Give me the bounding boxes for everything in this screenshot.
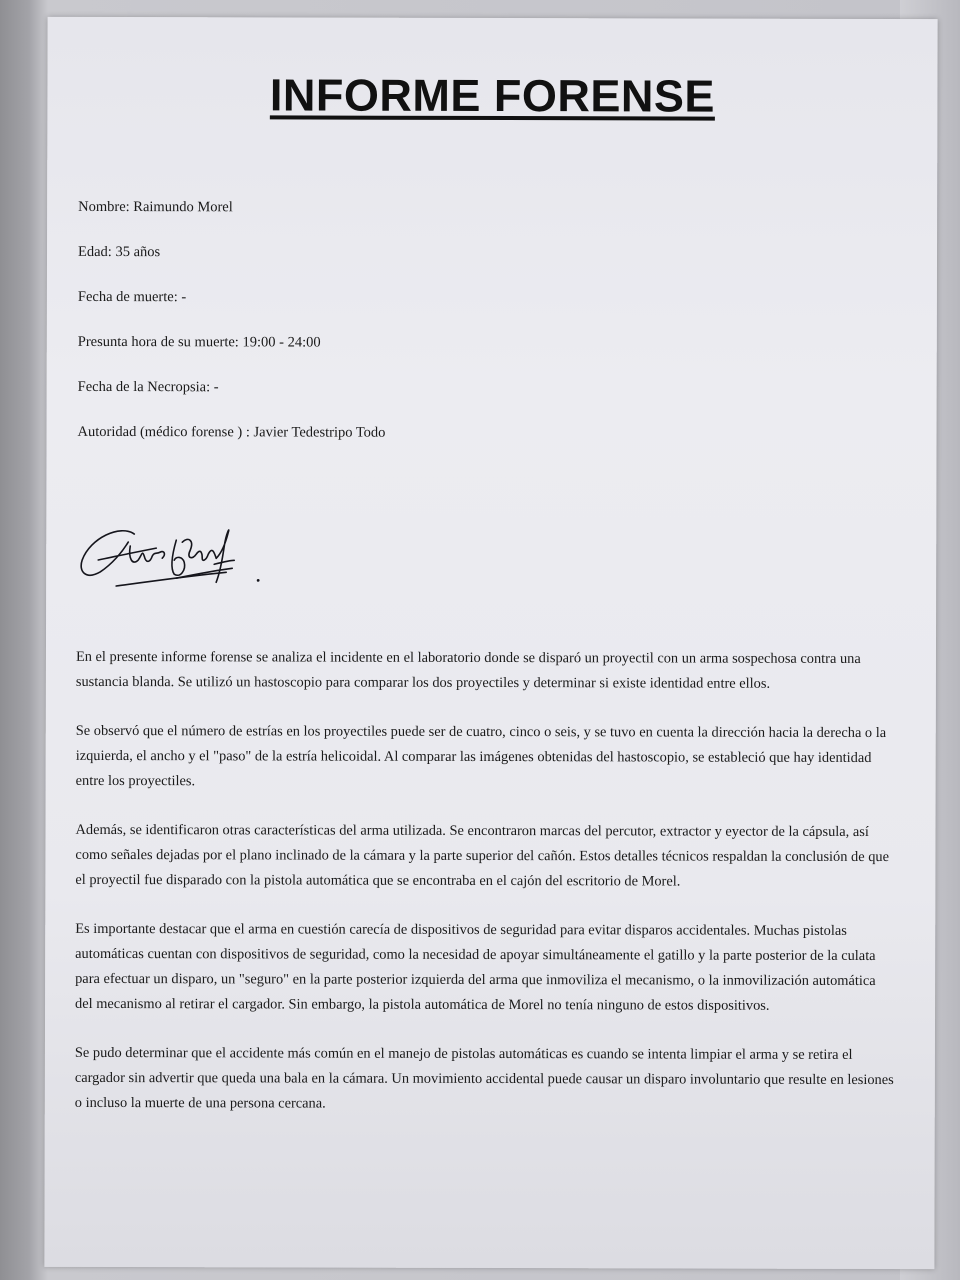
report-body xyxy=(75,645,896,1142)
field-death-time: Presunta hora de su muerte: 19:00 - 24:00 xyxy=(77,333,321,351)
document-title: INFORME FORENSE xyxy=(269,69,716,122)
document-page xyxy=(44,17,937,1269)
paragraph-1: En el presente informe forense se analiza el incidente en el laboratorio donde se disparó un proyectil con un arma sospechosa contra una sustancia blanda. Se utilizó un hastoscopio para comparar los dos proyectiles y determinar si existe identidad entre ellos. xyxy=(75,648,861,692)
handwritten-signature xyxy=(76,512,276,608)
paragraph-5: Se pudo determinar que el accidente más común en el manejo de pistolas automáticas es cuando se intenta limpiar el arma y se retira el cargador sin advertir que queda una bala en la cámara. Un movimiento accidental puede causar un disparo involuntario que resulte en lesiones o incluso la muerte de una persona cercana. xyxy=(74,1044,894,1112)
field-necropsy-date: Fecha de la Necropsia: - xyxy=(77,378,219,396)
field-age: Edad: 35 años xyxy=(78,243,161,261)
paragraph-2: Se observó que el número de estrías en los proyectiles puede ser de cuatro, cinco o seis, y se tuvo en cuenta la dirección hacia la derecha o la izquierda, el ancho y el "paso" de la estría helicoidal. Al comparar las imágenes obtenidas del hastoscopio, se estableció que hay identidad entre los proyectiles. xyxy=(75,722,887,790)
field-authority: Autoridad (médico forense ) : Javier Tedestripo Todo xyxy=(77,423,386,441)
paragraph-3: Además, se identificaron otras características del arma utilizada. Se encontraron marcas del percutor, extractor y eyector de la cápsula, así como señales dejadas por el plano inclinado de la cámara y la parte superior del cañón. Estos detalles técnicos respaldan la conclusión de que el proyectil fue disparado con la pistola automática que se encontraba en el cajón del escritorio de Morel. xyxy=(75,821,890,890)
field-name: Nombre: Raimundo Morel xyxy=(78,198,233,216)
paragraph-4: Es importante destacar que el arma en cuestión carecía de dispositivos de seguridad para evitar disparos accidentales. Muchas pistolas automáticas cuentan con dispositivos de seguridad, como la necesidad de apoyar simultáneamente el gatillo y la parte posterior de la culata para efectuar un disparo, un "seguro" en la parte posterior izquierda del arma que inmoviliza el mecanismo, o la inmovilización automática del mecanismo al retirar el cargador. Sin embargo, la pistola automática de Morel no tenía ninguno de estos dispositivos. xyxy=(75,920,876,1014)
field-death-date: Fecha de muerte: - xyxy=(77,288,187,306)
case-fields xyxy=(77,197,778,469)
